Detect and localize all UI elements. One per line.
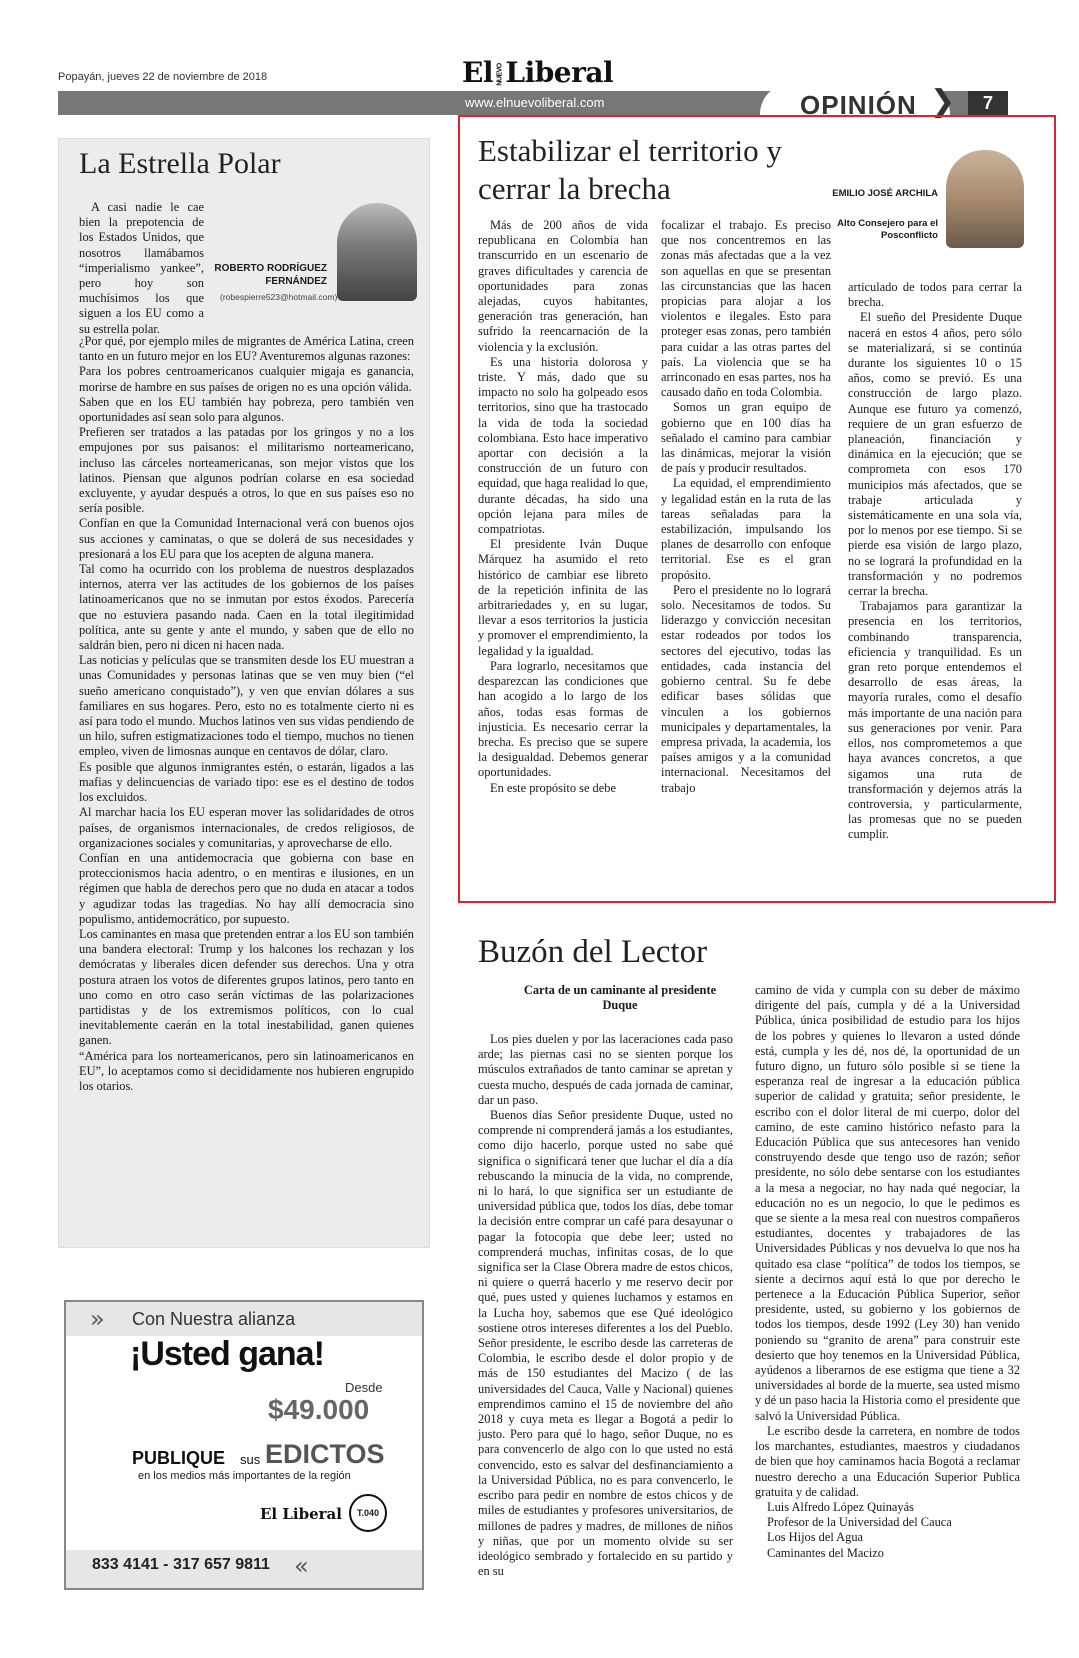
ad-medios: en los medios más importantes de la región [138,1470,351,1482]
ad-tagline: Con Nuestra alianza [132,1309,296,1329]
left-article-intro: A casi nadie le cae bien la prepotencia de los Estados Unidos, que nosotros llamábamos “imperialismo yankee”, pero hoy son muchísimos los que siguen a los EU como a su estrella polar. [79,200,204,336]
featured-author-role: Alto Consejero para el Posconflicto [837,218,938,241]
paragraph: Somos un gran equipo de gobierno que en 100 días ha señalado el camino para cambiar las dinámicas, mejorar la visión de país y producir resultados. [661,400,831,476]
featured-column-2 [661,218,831,796]
ad-price: $49.000 [268,1394,370,1425]
featured-column-3 [848,280,1022,843]
signature-line: Caminantes del Macizo [767,1545,884,1560]
paragraph: Le escribo desde la carretera, en nombre de todos los marchantes, estudiantes, maestros y ciudadanos de bien que hoy caminamos hacia Bogotá a reclamar nuestro derecho a una Educación Superior Publica gratuita y de calidad. [755,1423,1020,1499]
paragraph: “América para los norteamericanos, pero sin latinoamericanos en EU”, lo aceptamos como si decididamente nos hubieren engrupido los otarios. [79,1048,414,1093]
buzon-title: Buzón del Lector [478,934,708,970]
paragraph: La equidad, el emprendimiento y legalidad están en la ruta de las tareas señaladas para la estabilización, impulsando los planes de desarrollo con enfoque territorial. Ese es el gran propósito. [661,476,831,582]
ad-phones[interactable]: 833 4141 - 317 657 9811 [92,1556,270,1573]
chevron-right-icon: ❯ [930,84,956,119]
paragraph: articulado de todos para cerrar la brecha. [848,280,1022,310]
paragraph: Para lograrlo, necesitamos que desparezcan las condiciones que han acogido a lo largo de los años, todas esas formas de injusticia. Es necesario cerrar la brecha. Es preciso que se supere la desigualdad. Debemos generar oportunidades. [478,658,648,780]
paragraph: En este propósito se debe [490,780,616,795]
left-author-email[interactable]: (robespierre523@hotmail.com) [220,292,338,302]
featured-author-name: EMILIO JOSÉ ARCHILA [832,188,938,199]
paragraph: Tal como ha ocurrido con los problema de nuestros desplazados internos, aterra ver las actitudes de los gobiernos de los países latinoamericanos que no se inmutan por estos éxodos. Parecería que no estuviera pasando nada. Caen en la total ilegitimidad política, ante su gente y ante el mundo, y saben que de ello no saldrán bien, pero ni dicen ni hacen nada. [79,562,414,653]
paragraph: focalizar el trabajo. Es preciso que nos concentremos en las zonas más afectadas que a la vez son aquellas en que se presentan las circunstancias que las hacen propicias para alojar a los violentos e ilegales. Esto para proteger esas zonas, pero también para cuidar a las otras partes del país. La violencia que se ha arrinconado en esas partes, nos ha causado daño en toda Colombia. [661,218,831,400]
ad-sus: sus [240,1452,261,1467]
issue-date: Popayán, jueves 22 de noviembre de 2018 [58,71,268,83]
paragraph: Saben que en los EU también hay pobreza, pero también ven oportunidades así sean solo para algunos. [79,394,414,425]
paragraph: El sueño del Presidente Duque nacerá en estos 4 años, pero sólo se materializará, si se continúa durante los siguientes 10 o 15 años, como se previó. Es una construcción de largo plazo. Aunque ese futuro ya comenzó, requiere de un gran esfuerzo de planeación, financiación y dinámica en la ejecución; que se comprometa con esos 170 municipios más afectados, que se trabaje articulada y sistemáticamente en una sola vía, por lo menos por ese tiempo. Si se pierde esa visión de largo plazo, no se logrará la profundidad en la transformación y no podremos cerrar la brecha. [848,310,1022,599]
paragraph: Prefieren ser tratados a las patadas por los gringos y no a los empujones por sus paisanos: el militarismo norteamericano, incluso las cárceles norteamericanas, son mejor vistos que los latinos. Piensan que algunos podrían colarse en esa sociedad excluyente, y ayudar después a otros, lo que en sus países eso no sería posible. [79,425,414,516]
paragraph: El presidente Iván Duque Márquez ha asumido el reto histórico de cambiar ese libreto de la repetición infinita de las arbitrariedades y, en su lugar, llevar a esos territorios la justicia y promover el emprendimiento, la legalidad y la igualdad. [478,537,648,658]
signature-line: Profesor de la Universidad del Cauca [767,1515,952,1530]
paragraph: Es una historia dolorosa y triste. Y más, dado que su impacto no solo ha golpeado esos territorios, sino que ha trastocado la vida de toda la sociedad colombiana. Esto hace imperativo aportar con decisión a la construcción de un futuro con equidad, que haga realidad lo que, durante décadas, ha sido una opción lejana para miles de compatriotas. [478,354,648,537]
paragraph: Los caminantes en masa que pretenden entrar a los EU son también una bandera electoral: Trump y los halcones los rechazan y los demócratas y liberales dicen defender sus derechos. Una y otra postura atraen los votos de diferentes grupos latinos, pero tanto en uno como en otro caso serán víctimas de las polarizaciones partidistas y de los extremismos políticos, con lo cual inevitablemente caerán en la total inestabilidad, ganen quienes ganen. [79,926,414,1048]
buzon-column-2 [755,983,1020,1561]
ad-publique: PUBLIQUE [132,1448,226,1468]
paragraph: Pero el presidente no lo logrará solo. Necesitamos de todos. Su liderazgo y convicción necesitan estar rodeados por todos los sectores del ejecutivo, todas las entidades, cada instancia del gobierno central. Su fe debe edificar bases sólidas que vinculen a los gobiernos municipales y departamentales, la empresa privada, la academia, los países amigos y a la comunidad internacional. Necesitamos del trabajo [661,582,831,795]
ad-desde: Desde [345,1380,383,1395]
chevron-left-icon: « [294,1552,309,1580]
paragraph: Más de 200 años de vida republicana en Colombia han transcurrido en un escenario de graves dificultades y carencia de oportunidades para zonas alejadas, cuyos habitantes, generación tras generación, han sufrido la reencarnación de la violencia y la exclusión. [478,218,648,354]
section-label: OPINIÓN [800,90,917,120]
paragraph: Confían en una antidemocracia que gobierna con base en proteccionismos hacia adentro, o en mentiras e ilusiones, en un régimen que habla de derechos pero que no duda en atacar a todos y agudizar todas las tragedias. No hay allí democracia sino populismo, antidemocrático, por supuesto. [79,850,414,926]
logo-el: El [462,56,493,89]
featured-column-1 [478,218,648,796]
paragraph: Trabajamos para garantizar la presencia en los territorios, combinando transparencia, eficiencia y tranquilidad. Es un gran reto porque entendemos el desarrollo de esas áreas, la mayoría rurales, como el desafío más importante de una nación para sus generaciones por venir. Para ellos, nos comprometemos a que haya avances concretos, a que sigamos una ruta de transformación y dejemos atrás la controversia, y particularmente, las promesas que no se pueden cumplir. [848,599,1022,842]
left-article-title: La Estrella Polar [79,147,281,180]
left-article-body [79,334,414,1094]
buzon-subtitle: Carta de un caminante al presidente Duque [523,983,717,1012]
page-number: 7 [968,91,1008,115]
site-url[interactable]: www.elnuevoliberal.com [465,95,605,110]
paragraph: Es posible que algunos inmigrantes estén, o estarán, ligados a las mafias y delincuencias de variado tipo: ese es el destino de todos los excluidos. [79,759,414,805]
author-photo [946,150,1024,248]
paragraph: Los pies duelen y por las laceraciones cada paso arde; las piernas casi no se sienten porque los músculos extrañados de tanto caminar se apretan y cuesta mucho, después de cada jornada de caminar, dar un paso. [478,1032,733,1107]
paragraph: Para los pobres centroamericanos cualquier migaja es ganancia, morirse de hambre en sus países de origen no es una opción válida. [79,364,414,394]
paragraph: Las noticias y películas que se transmiten desde los EU muestran a unas Comunidades y personas latinas que se ven muy bien (“el sueño americano conquistado”), y ven que envían dólares a sus familiares en sus hogares. Pero, esto no es totalmente cierto ni es así para todo el mundo. Muchos latinos ven sus vidas pendiendo de un hilo, sufren estigmatizaciones todo el tiempo, muchos no tienen empleo, viven de limosnas aunque en centavos de dólar, claro. [79,653,414,759]
paragraph: camino de vida y cumpla con su deber de máximo dirigente del país, cumpla y dé a la Universidad Pública, única posibilidad de estudio para los hijos de los pobres y quienes lo llevaron a usted dónde está, cumpla y les dé, nos dé, la oportunidad de un futuro digno, un futuro sólo posible si se tiene la esperanza real de ingresar a la educación pública superior de calidad y gratuita; señor presidente, le escribo con el dolor literal de mi cuerpo, dolor del camino, de este camino histórico nefasto para la Educación Pública que sus antecesores han venido construyendo desde que tengo uso de razón; señor presidente, no sólo debe sentarse con los estudiantes a la mesa a negociar, no hay nada qué negociar, la educación no es un negocio, lo que le pedimos es que se siente a la mesa real con nuestros compañeros estudiantes, docentes y trabajadores de las Universidades Públicas y nos devuelva lo que nos ha quitado esa clase “política” de todos los tiempos, se siente a decirnos aquí está lo que por derecho le pertenece a la Educación Pública Superior, señor presidente, usted, su gobierno y los gobiernos de todos los tiempos, desde 1992 (Ley 30) han venido poniendo su “granito de arena” para construir este desierto que hoy tenemos en la Universidad Pública, ayúdenos a liberarnos de ese estigma que tiene a 32 universidades al borde de la muerte, sea usted mismo y dé un paso hacia la Historia como el presidente que salvó la Universidad Pública. [755,983,1020,1423]
paragraph: Confían en que la Comunidad Internacional verá con buenos ojos sus acciones y caminatas, o que se dolerá de sus necesidades y presionará a los EU para que los acepten de alguna manera. [79,516,414,561]
ad-headline: ¡Usted gana! [130,1335,324,1373]
paragraph: ¿Por qué, por ejemplo miles de migrantes de América Latina, creen tanto en un futuro mejor en los EU? Aventuremos algunas razones: [79,334,414,364]
left-author-name: ROBERTO RODRÍGUEZ FERNÁNDEZ [214,263,327,287]
featured-article-title: Estabilizar el territorio y cerrar la brecha [478,133,782,206]
certification-seal: T.040 [349,1494,387,1532]
logo-liberal: Liberal [505,56,614,89]
ad-edictos: EDICTOS [265,1439,385,1469]
logo-nuevo: NUEVO [496,63,504,86]
signature-line: Los Hijos del Agua [767,1530,864,1545]
newspaper-logo[interactable] [462,56,613,89]
chevron-right-icon: » [90,1305,105,1333]
signature-line: Luis Alfredo López Quinayás [767,1499,914,1514]
paragraph: Al marchar hacia los EU esperan mover las solidaridades de otros países, de organismos internacionales, de credos religiosos, de organizaciones sociales y comunitarias, y aprovecharse de ello. [79,805,414,850]
letter-signature [755,1500,1020,1561]
author-photo [337,203,417,301]
ad-logo: El Liberal [260,1505,342,1523]
paragraph: Buenos días Señor presidente Duque, usted no comprende ni comprenderá jamás a los estudiantes, como dijo hacerlo, porque usted no sabe qué significa o significará tener que luchar el día a día rebuscando la minucia de la vida, no comprende, ni lo hará, lo que significa ser un estudiante de universidad pública que, todos los días, debe tomar la decisión entre comprar un café para desayunar o pagar la fotocopia que debe leer; usted no comprenderá muchas, infinitas cosas, de lo que significa ser la Clase Obrera madre de estos chicos, ni quiere o querrá hacerlo y me reservo decir por qué, pues usted y quienes luchamos y estamos en la Lucha hoy, sabemos que ese Qué ideológico sostiene otros intereses diferentes a los del Pueblo. Señor presidente, le escribo desde las carreteras de Colombia, le escribo desde el dolor propio y de más de 150 estudiantes del Macizo ( de las universidades del Cauca, Valle y Nacional) quienes emprendimos camino el 15 de noviembre del año 2018 y cuya meta es llegar a Bogotá a pedir lo justo. Pero para qué lo hago, señor Duque, no es para convencerlo de algo con lo que usted no está convencido, esto es salvar del desfinanciamiento a la Universidad Pública, no es para convencerlo, le escribo para pedir en nombre de estos chicos y de miles de estudiantes y profesores universitarios, de millones de padres y madres, de millones de niños y niñas, que por un momento olvide su ser ideológico sembrado y fortalecido en su partido y en su [478,1108,733,1579]
buzon-column-1 [478,1032,733,1579]
